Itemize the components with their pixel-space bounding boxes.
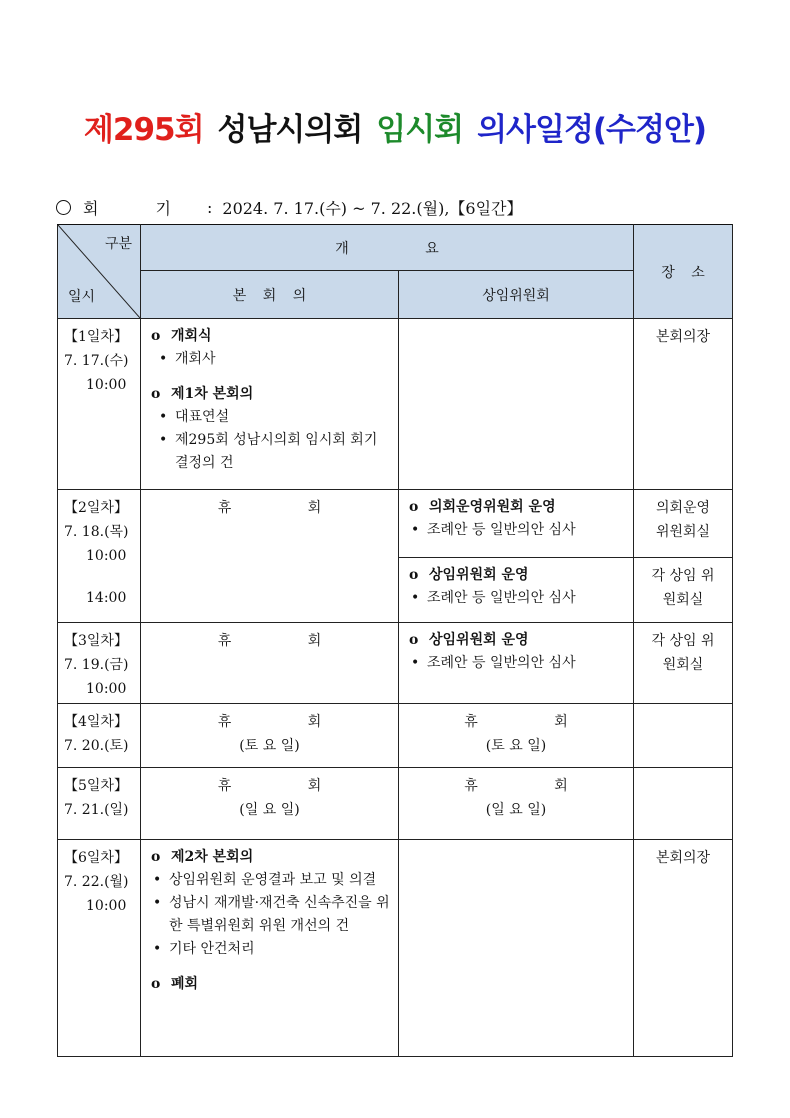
- day-cell: [58, 490, 141, 623]
- place-cell: 각 상임 위원회실: [634, 623, 733, 704]
- agenda-item: 제295회 성남시의회 임시회 회기 결정의 건: [175, 432, 378, 471]
- agenda-heading: 상임위원회 운영: [429, 632, 529, 648]
- title-session-type: 임시회: [376, 112, 464, 148]
- day-label: 【5일차】: [64, 778, 128, 794]
- day-cell: [58, 840, 141, 1057]
- recess-note: (토 요 일): [239, 738, 300, 754]
- agenda-heading: 제2차 본회의: [171, 849, 254, 865]
- diagonal-header-cell: [58, 225, 141, 319]
- header-standing-committee: 상임위원회: [399, 271, 634, 319]
- agenda-item: 대표연설: [175, 409, 230, 425]
- committee-empty-cell: [399, 319, 634, 490]
- committee-agenda: o 상임위원회 운영 • 조례안 등 일반의안 심사: [399, 558, 634, 623]
- agenda-item: 개회사: [175, 351, 216, 367]
- day-label: 【6일차】: [64, 850, 128, 866]
- day-date: 7. 19.(금): [64, 657, 129, 673]
- recess-note: (일 요 일): [239, 802, 300, 818]
- agenda-item: 상임위원회 운영결과 보고 및 의결: [169, 872, 377, 888]
- header-overview: 개 요: [141, 225, 634, 271]
- title-council-name: 성남시의회: [217, 112, 363, 148]
- plenary-recess: 휴 회: [141, 623, 399, 704]
- recess-note: (일 요 일): [485, 802, 547, 818]
- place-cell: 각 상임 위원회실: [634, 558, 733, 623]
- document-title: [0, 104, 790, 154]
- day-time: 10:00: [86, 548, 127, 564]
- place-cell: 본회의장: [634, 319, 733, 490]
- agenda-heading: 상임위원회 운영: [429, 567, 529, 583]
- title-agenda-label: 의사일정(수정안): [477, 112, 707, 148]
- session-period-line: [56, 193, 523, 221]
- day-label: 【3일차】: [64, 633, 128, 649]
- agenda-item: 기타 안건처리: [169, 941, 255, 957]
- plenary-recess: 휴 회 (토 요 일): [141, 704, 399, 768]
- committee-empty-cell: [399, 840, 634, 1057]
- place-empty-cell: [634, 768, 733, 840]
- day-date: 7. 18.(목): [64, 524, 129, 540]
- committee-agenda: o 상임위원회 운영 • 조례안 등 일반의안 심사: [399, 623, 634, 704]
- table-row: [58, 319, 733, 490]
- day-cell: [58, 623, 141, 704]
- session-colon: :: [207, 197, 213, 217]
- day-time: 10:00: [86, 898, 127, 914]
- table-row: [58, 704, 733, 768]
- place-cell: 본회의장: [634, 840, 733, 1057]
- table-row: [58, 490, 733, 558]
- header-plenary: 본 회 의: [141, 271, 399, 319]
- agenda-item: 조례안 등 일반의안 심사: [427, 655, 576, 671]
- recess-note: (토 요 일): [485, 738, 547, 754]
- agenda-heading: 개회식: [171, 328, 212, 344]
- table-row: [58, 840, 733, 1057]
- session-label: 회 기: [83, 198, 197, 218]
- committee-agenda: o 의회운영위원회 운영 • 조례안 등 일반의안 심사: [399, 490, 634, 558]
- circle-bullet-icon: [56, 200, 71, 215]
- day-label: 【2일차】: [64, 500, 128, 516]
- day-date: 7. 20.(토): [64, 738, 129, 754]
- day-cell: [58, 768, 141, 840]
- place-empty-cell: [634, 704, 733, 768]
- committee-recess: 휴 회 (일 요 일): [399, 768, 634, 840]
- day-label: 【1일차】: [64, 329, 128, 345]
- agenda-heading: 의회운영위원회 운영: [429, 499, 556, 515]
- agenda-item: 성남시 재개발·재건축 신속추진을 위한 특별위원회 위원 개선의 건: [169, 895, 390, 934]
- header-category: 구분: [104, 236, 132, 252]
- plenary-recess: 휴 회 (일 요 일): [141, 768, 399, 840]
- day-time: 10:00: [86, 681, 127, 697]
- table-row: [58, 768, 733, 840]
- session-period: 2024. 7. 17.(수) ~ 7. 22.(월),【6일간】: [222, 198, 523, 218]
- header-datetime: 일시: [68, 289, 96, 305]
- place-cell: 의회운영 위원회실: [634, 490, 733, 558]
- plenary-recess: 휴 회: [141, 490, 399, 623]
- table-row: [58, 623, 733, 704]
- agenda-heading: 폐회: [171, 976, 199, 992]
- day-time-afternoon: 14:00: [86, 590, 127, 606]
- agenda-heading: 제1차 본회의: [171, 386, 254, 402]
- agenda-item: 조례안 등 일반의안 심사: [427, 522, 576, 538]
- day-time: 10:00: [86, 377, 127, 393]
- day-cell: [58, 704, 141, 768]
- agenda-item: 조례안 등 일반의안 심사: [427, 590, 576, 606]
- day-cell: [58, 319, 141, 490]
- plenary-agenda: o 개회식 • 개회사 o 제1차 본회의 • 대표연설 • 제295회 성남시의회 임시회 회기 결정의 건: [141, 319, 399, 490]
- plenary-agenda: o 제2차 본회의 • 상임위원회 운영결과 보고 및 의결 • 성남시 재개발·재건축 신속추진을 위한 특별위원회 위원 개선의 건 • 기타 안건처리 o 폐회: [141, 840, 399, 1057]
- committee-recess: 휴 회 (토 요 일): [399, 704, 634, 768]
- header-place: 장 소: [634, 225, 733, 319]
- schedule-table: [57, 224, 733, 1057]
- day-date: 7. 17.(수): [64, 353, 129, 369]
- day-date: 7. 21.(일): [64, 802, 129, 818]
- title-session-number: 제295회: [83, 112, 204, 148]
- day-date: 7. 22.(월): [64, 874, 129, 890]
- day-label: 【4일차】: [64, 714, 128, 730]
